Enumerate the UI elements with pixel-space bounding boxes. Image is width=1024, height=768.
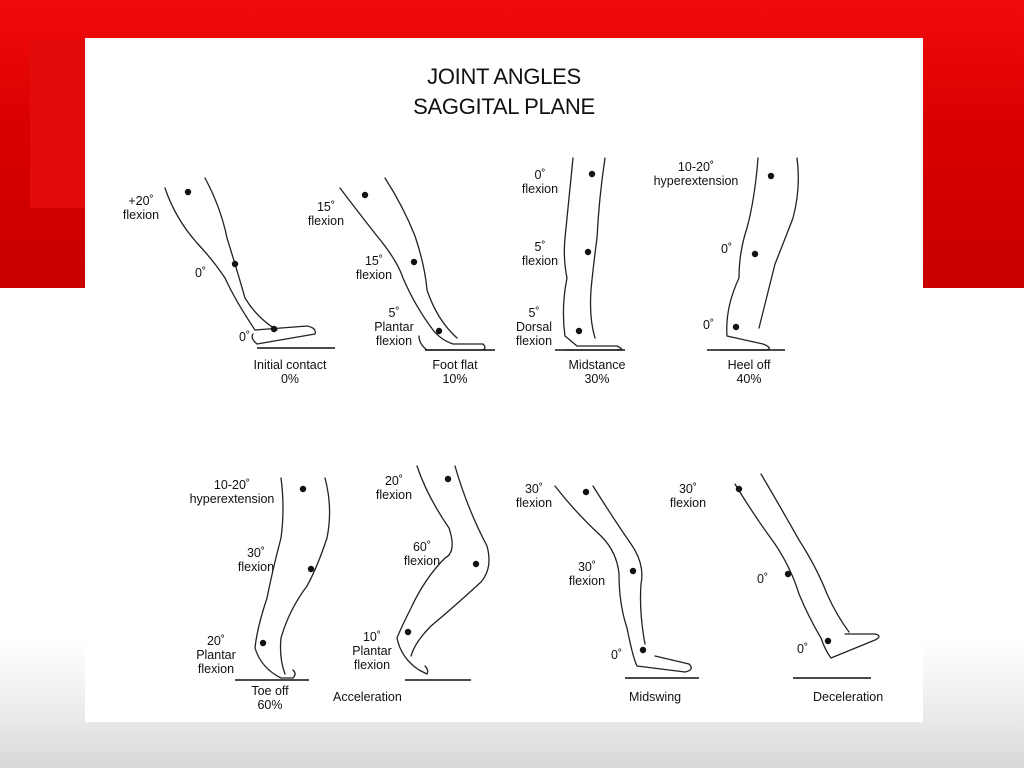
knee-angle: 60˚	[412, 540, 432, 554]
knee-desc: flexion	[568, 574, 606, 588]
foot-flat-hip-label	[301, 200, 351, 228]
gait-leg-diagrams	[85, 38, 923, 722]
hip-desc: flexion	[515, 496, 553, 510]
heel-off-knee-label: 0˚	[721, 242, 733, 256]
acceleration-ankle-label	[347, 630, 397, 672]
hip-desc: hyperextension	[189, 492, 275, 506]
hip-desc: flexion	[307, 214, 345, 228]
hip-angle: 20˚	[384, 474, 404, 488]
initial-contact-knee-label: 0˚	[195, 266, 207, 280]
ankle-desc-2: flexion	[515, 334, 553, 348]
ankle-desc-1: Plantar	[374, 320, 414, 334]
foot-flat-ankle-label	[369, 306, 419, 348]
toe-off-hip-label	[177, 478, 287, 506]
heel-off-phase-label	[707, 358, 791, 386]
ankle-desc-2: flexion	[353, 658, 391, 672]
deceleration-phase-label: Deceleration	[813, 690, 884, 704]
midswing-hip-label	[509, 482, 559, 510]
ankle-desc-2: flexion	[375, 334, 413, 348]
knee-angle: 15˚	[364, 254, 384, 268]
slide-card	[85, 38, 923, 722]
knee-angle: 30˚	[577, 560, 597, 574]
knee-desc: flexion	[521, 254, 559, 268]
phase-name: Initial contact	[253, 358, 327, 372]
phase-percent: 30%	[584, 372, 610, 386]
knee-angle: 5˚	[534, 240, 546, 254]
title-line-1: JOINT ANGLES	[427, 64, 581, 89]
leg-toe-off	[235, 478, 330, 680]
knee-desc: flexion	[237, 560, 275, 574]
ankle-angle: 20˚	[206, 634, 226, 648]
midstance-phase-label	[555, 358, 639, 386]
ankle-angle: 5˚	[528, 306, 540, 320]
hip-angle: 15˚	[316, 200, 336, 214]
heel-off-hip-label	[641, 160, 751, 188]
title-line-2: SAGGITAL PLANE	[413, 94, 595, 119]
knee-desc: flexion	[403, 554, 441, 568]
acceleration-phase-label: Acceleration	[333, 690, 402, 704]
phase-percent: 10%	[442, 372, 468, 386]
phase-name: Foot flat	[432, 358, 478, 372]
hip-desc: hyperextension	[653, 174, 739, 188]
hip-angle: 10-20˚	[677, 160, 715, 174]
ankle-angle: 10˚	[362, 630, 382, 644]
hip-angle: +20˚	[128, 194, 154, 208]
ankle-desc-1: Dorsal	[515, 320, 553, 334]
deceleration-hip-label	[663, 482, 713, 510]
midswing-knee-label	[562, 560, 612, 588]
hip-desc: flexion	[375, 488, 413, 502]
initial-contact-ankle-label: 0˚	[239, 330, 251, 344]
foot-flat-phase-label	[415, 358, 495, 386]
leg-midstance	[555, 158, 625, 350]
deceleration-ankle-label: 0˚	[797, 642, 809, 656]
hip-desc: flexion	[122, 208, 160, 222]
phase-percent: 40%	[736, 372, 762, 386]
toe-off-phase-label	[235, 684, 305, 712]
phase-name: Heel off	[727, 358, 771, 372]
initial-contact-phase-label	[235, 358, 345, 386]
hip-angle: 10-20˚	[213, 478, 251, 492]
ankle-desc-2: flexion	[197, 662, 235, 676]
acceleration-knee-label	[397, 540, 447, 568]
midstance-knee-label	[515, 240, 565, 268]
heel-off-ankle-label: 0˚	[703, 318, 715, 332]
hip-desc: flexion	[669, 496, 707, 510]
initial-contact-hip-label	[115, 194, 167, 222]
phase-name: Toe off	[251, 684, 289, 698]
hip-angle: 30˚	[678, 482, 698, 496]
phase-name: Midstance	[568, 358, 626, 372]
knee-desc: flexion	[355, 268, 393, 282]
ankle-desc-1: Plantar	[352, 644, 392, 658]
midswing-phase-label: Midswing	[629, 690, 682, 704]
midstance-ankle-label	[509, 306, 559, 348]
midswing-ankle-label: 0˚	[611, 648, 623, 662]
phase-percent: 60%	[257, 698, 283, 712]
ankle-desc-1: Plantar	[196, 648, 236, 662]
acceleration-hip-label	[369, 474, 419, 502]
toe-off-ankle-label	[191, 634, 241, 676]
foot-flat-knee-label	[349, 254, 399, 282]
ankle-angle: 5˚	[388, 306, 400, 320]
hip-angle: 30˚	[524, 482, 544, 496]
phase-percent: 0%	[280, 372, 300, 386]
toe-off-knee-label	[231, 546, 281, 574]
hip-angle: 0˚	[534, 168, 546, 182]
hip-desc: flexion	[521, 182, 559, 196]
deceleration-knee-label: 0˚	[757, 572, 769, 586]
knee-angle: 30˚	[246, 546, 266, 560]
midstance-hip-label	[515, 168, 565, 196]
